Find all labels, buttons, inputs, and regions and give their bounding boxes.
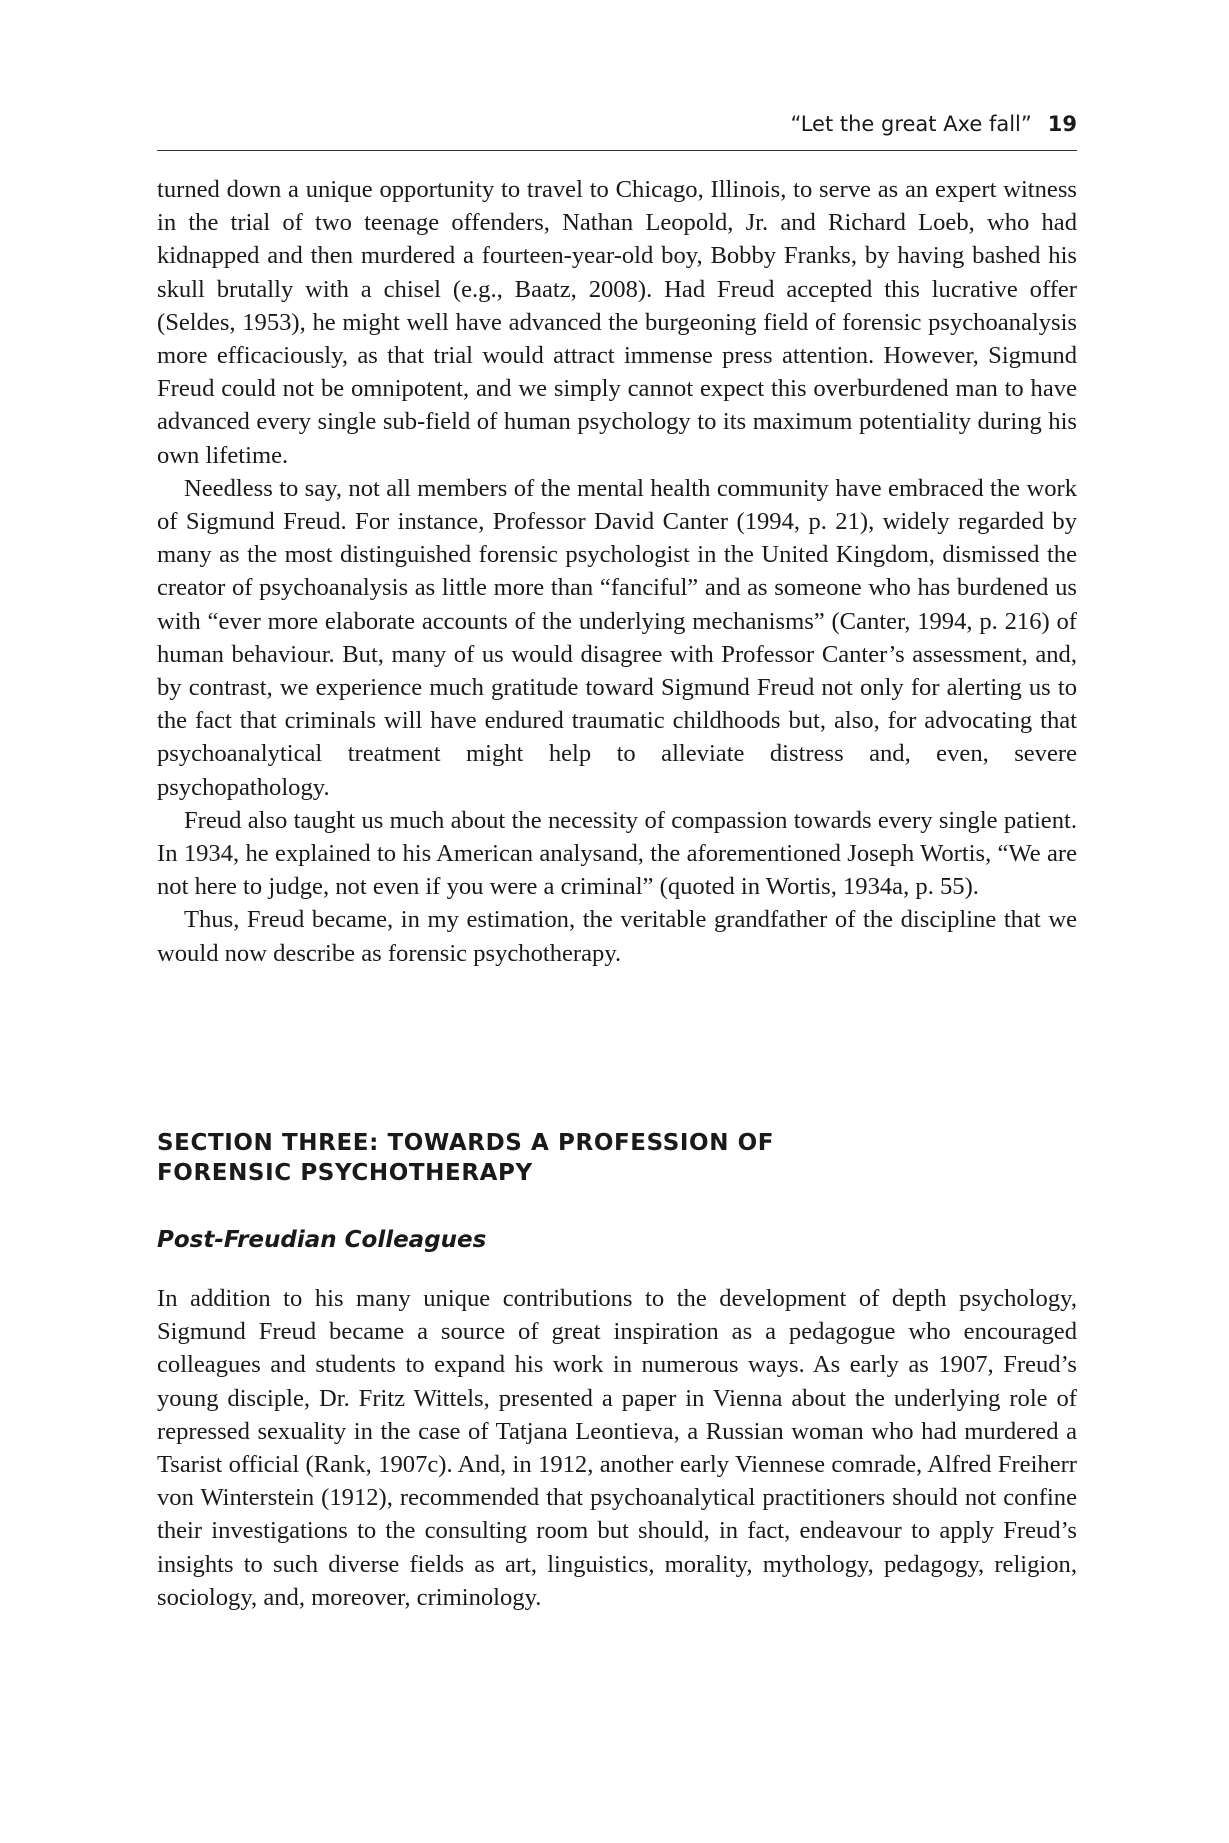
paragraph: Freud also taught us much about the necessity of compassion towards every single patient. In 1934, he explained to his American analysand, the aforementioned Joseph Wortis, “We are not here to judge, not even if you were a criminal” (quoted in Wortis, 1934a, p. 55). [157,806,1077,901]
running-head-title: “Let the great Axe fall” [790,112,1032,136]
running-head [790,112,1077,136]
body-text-block-1 [157,173,1077,970]
page-number: 19 [1047,112,1077,136]
sub-heading: Post-Freudian Colleagues [157,1227,487,1253]
section-heading: SECTION THREE: TOWARDS A PROFESSION OF FORENSIC PSYCHOTHERAPY [157,1130,775,1186]
paragraph: In addition to his many unique contributions to the development of depth psychology, Sigmund Freud became a source of great inspiration as a pedagogue who encouraged colleagues and students to expand his work in numerous ways. As early as 1907, Freud’s young disciple, Dr. Fritz Wittels, presented a paper in Vienna about the underlying role of repressed sexuality in the case of Tatjana Leontieva, a Russian woman who had murdered a Tsarist official (Rank, 1907c). And, in 1912, another early Viennese comrade, Alfred Freiherr von Winterstein (1912), recommended that psychoanalytical practitioners should not confine their investigations to the consulting room but should, in fact, endeavour to apply Freud’s insights to such diverse fields as art, linguistics, morality, mythology, pedagogy, religion, sociology, and, moreover, criminology. [157,1285,1077,1611]
body-text-block-2 [157,1282,1077,1614]
paragraph: Needless to say, not all members of the mental health community have embraced the work of Sigmund Freud. For instance, Professor David Canter (1994, p. 21), widely regarded by many as the most distinguished forensic psychologist in the United Kingdom, dismissed the creator of psychoanalysis as little more than “fanciful” and as someone who has burdened us with “ever more elaborate accounts of the underlying mechanisms” (Canter, 1994, p. 216) of human behaviour. But, many of us would disagree with Professor Canter’s assessment, and, by contrast, we experience much gratitude toward Sigmund Freud not only for alerting us to the fact that criminals will have endured traumatic childhoods but, also, for advocating that psychoanalytical treatment might help to alleviate distress and, even, severe psychopathology. [157,474,1077,801]
paragraph: Thus, Freud became, in my estimation, the veritable grandfather of the discipline that we would now describe as forensic psychotherapy. [157,906,1077,967]
paragraph: turned down a unique opportunity to travel to Chicago, Illinois, to serve as an expert witness in the trial of two teenage offenders, Nathan Leopold, Jr. and Richard Loeb, who had kidnapped and then murdered a fourteen-year-old boy, Bobby Franks, by having bashed his skull brutally with a chisel (e.g., Baatz, 2008). Had Freud accepted this lucrative offer (Seldes, 1953), he might well have advanced the burgeoning field of forensic psychoanalysis more efficaciously, as that trial would attract immense press attention. However, Sigmund Freud could not be omnipotent, and we simply cannot expect this overburdened man to have advanced every single sub-field of human psychology to its maximum potentiality during his own lifetime. [157,176,1077,469]
book-page [157,0,1077,1843]
header-rule [157,150,1077,151]
